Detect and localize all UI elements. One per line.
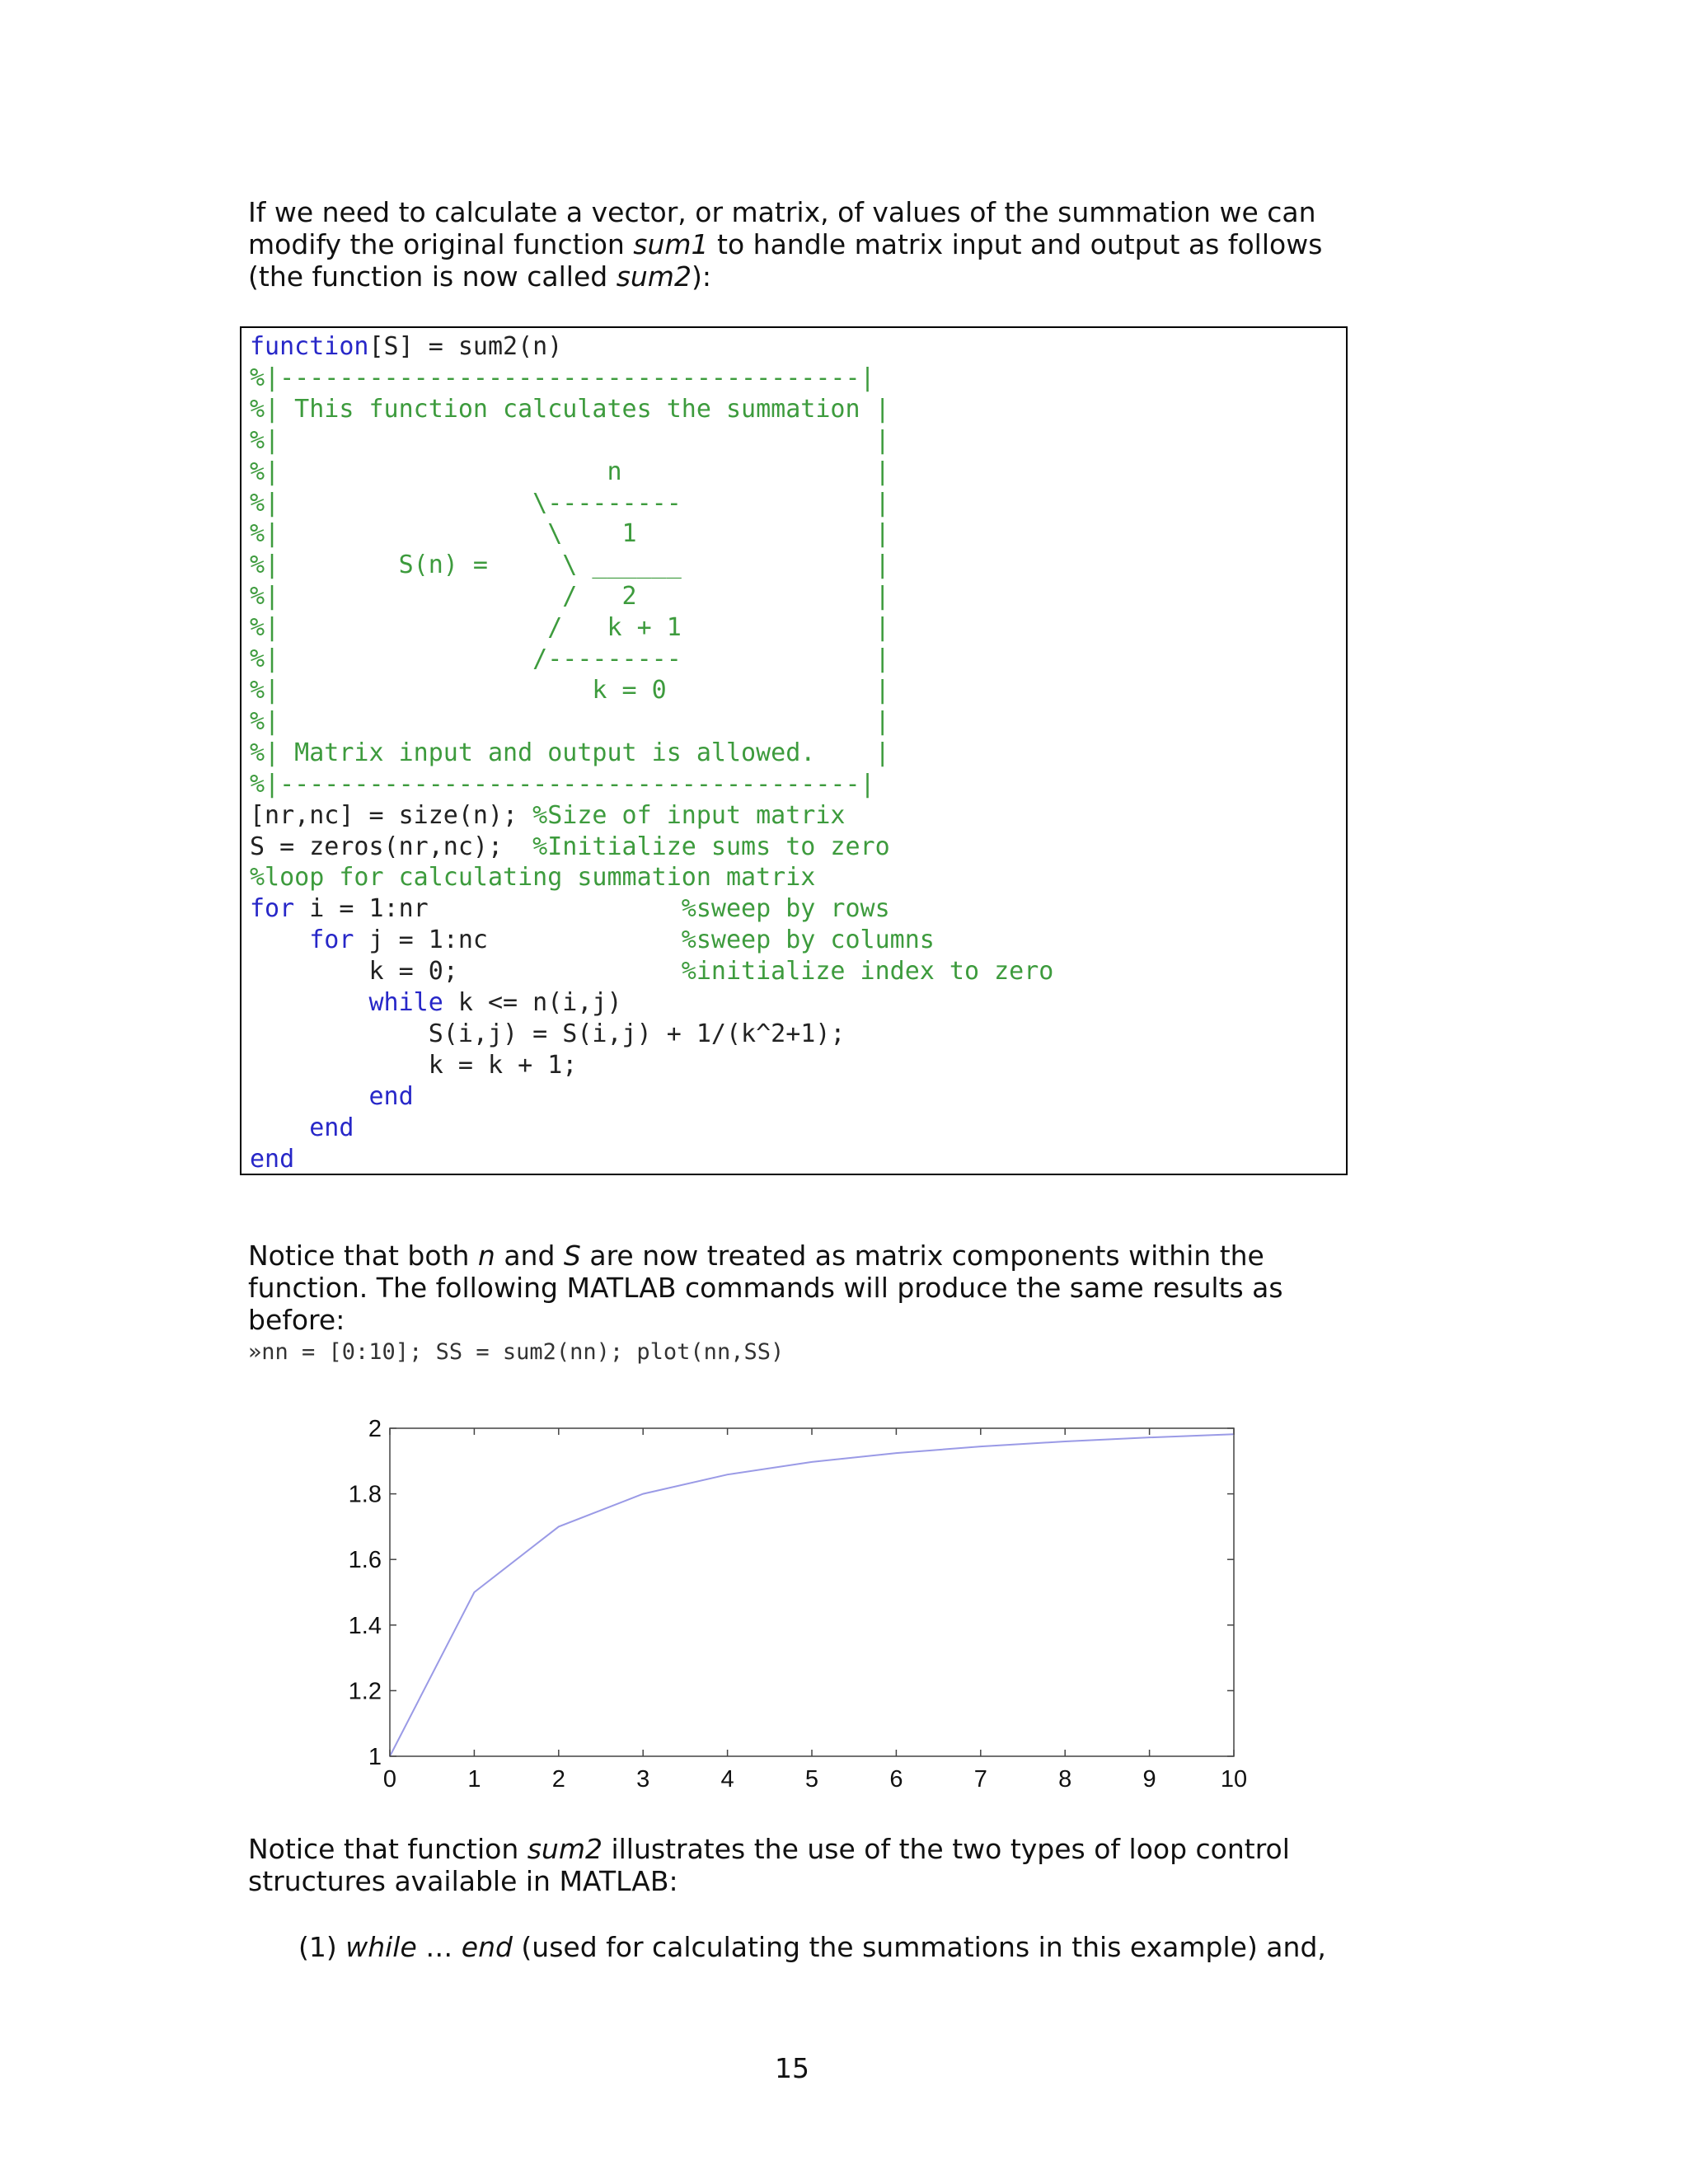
code-line: %|---------------------------------------| — [250, 769, 875, 799]
code-line: %| | — [250, 706, 890, 736]
data-point — [727, 1474, 728, 1475]
code-line: while k <= n(i,j) — [368, 988, 622, 1018]
code-line: %| | — [250, 425, 890, 455]
data-point — [558, 1526, 559, 1527]
x-tick-label: 3 — [636, 1766, 650, 1793]
list-item-while: (1) while … end (used for calculating the summations in this example) and, — [298, 1931, 1326, 1963]
code-line: k = 0; %initialize index to zero — [250, 957, 1054, 987]
data-point — [812, 1461, 813, 1462]
code-line: end — [368, 1081, 414, 1111]
x-tick-label: 7 — [973, 1766, 987, 1793]
function-name-sum1: sum1 — [633, 228, 709, 260]
code-line: %| This function calculates the summation | — [250, 394, 890, 424]
notice-paragraph: Notice that both n and S are now treated as matrix components within the function. The following MATLAB commands will produce the same results as before: — [248, 1240, 1283, 1336]
series-line-SS — [390, 1434, 1234, 1756]
plot-frame — [390, 1428, 1234, 1756]
x-tick-label: 8 — [1058, 1766, 1072, 1793]
x-tick-label: 6 — [889, 1766, 903, 1793]
intro-paragraph: If we need to calculate a vector, or matrix, of values of the summation we can modify the original function sum1 to handle matrix input and output as follows (the function is now called sum2): — [248, 196, 1323, 293]
y-tick-label: 2 — [368, 1416, 382, 1442]
code-line: %| S(n) = \ ______ | — [250, 551, 890, 580]
x-tick-label: 10 — [1220, 1766, 1248, 1793]
code-line: for i = 1:nr %sweep by rows — [250, 894, 890, 924]
data-point — [896, 1453, 897, 1454]
y-tick-label: 1.6 — [348, 1547, 382, 1574]
y-tick-label: 1.2 — [348, 1678, 382, 1705]
x-tick-label: 5 — [804, 1766, 819, 1793]
data-point — [1065, 1441, 1066, 1442]
code-line: %| Matrix input and output is allowed. | — [250, 738, 890, 767]
loop-types-paragraph: Notice that function sum2 illustrates the use of the two types of loop control structures available in MATLAB: — [248, 1833, 1290, 1897]
code-line: %| \ 1 | — [250, 519, 890, 549]
data-point — [474, 1592, 475, 1593]
code-line: %| k = 0 | — [250, 675, 890, 705]
code-line: k = k + 1; — [250, 1050, 578, 1080]
code-line: %| / k + 1 | — [250, 613, 890, 643]
data-point — [643, 1493, 644, 1494]
code-line: %| \--------- | — [250, 488, 890, 518]
code-line: %| / 2 | — [250, 582, 890, 612]
code-line: %|---------------------------------------| — [250, 363, 875, 392]
data-point — [1149, 1437, 1150, 1438]
x-tick-label: 4 — [720, 1766, 734, 1793]
code-line: %| n | — [250, 457, 890, 486]
y-tick-label: 1.4 — [348, 1612, 382, 1639]
y-tick-label: 1.8 — [348, 1481, 382, 1508]
page-number: 15 — [775, 2052, 809, 2084]
code-line: end — [250, 1144, 295, 1174]
x-tick-label: 1 — [467, 1766, 481, 1793]
code-line: S(i,j) = S(i,j) + 1/(k^2+1); — [250, 1019, 846, 1048]
code-line: %loop for calculating summation matrix — [250, 863, 816, 893]
x-tick-label: 2 — [551, 1766, 565, 1793]
x-tick-label: 0 — [382, 1766, 397, 1793]
code-line: %| /--------- | — [250, 644, 890, 674]
code-line: [nr,nc] = size(n); %Size of input matrix — [250, 800, 846, 830]
code-line: S = zeros(nr,nc); %Initialize sums to zero — [250, 832, 890, 861]
data-point — [980, 1446, 981, 1447]
y-tick-label: 1 — [368, 1744, 382, 1770]
code-line: function[S] = sum2(n) — [250, 332, 563, 361]
x-tick-label: 9 — [1142, 1766, 1156, 1793]
function-name-sum2: sum2 — [616, 260, 692, 293]
code-line: end — [309, 1113, 354, 1142]
matlab-command: »nn = [0:10]; SS = sum2(nn); plot(nn,SS) — [248, 1339, 785, 1365]
code-line: for j = 1:nc %sweep by columns — [309, 926, 935, 955]
